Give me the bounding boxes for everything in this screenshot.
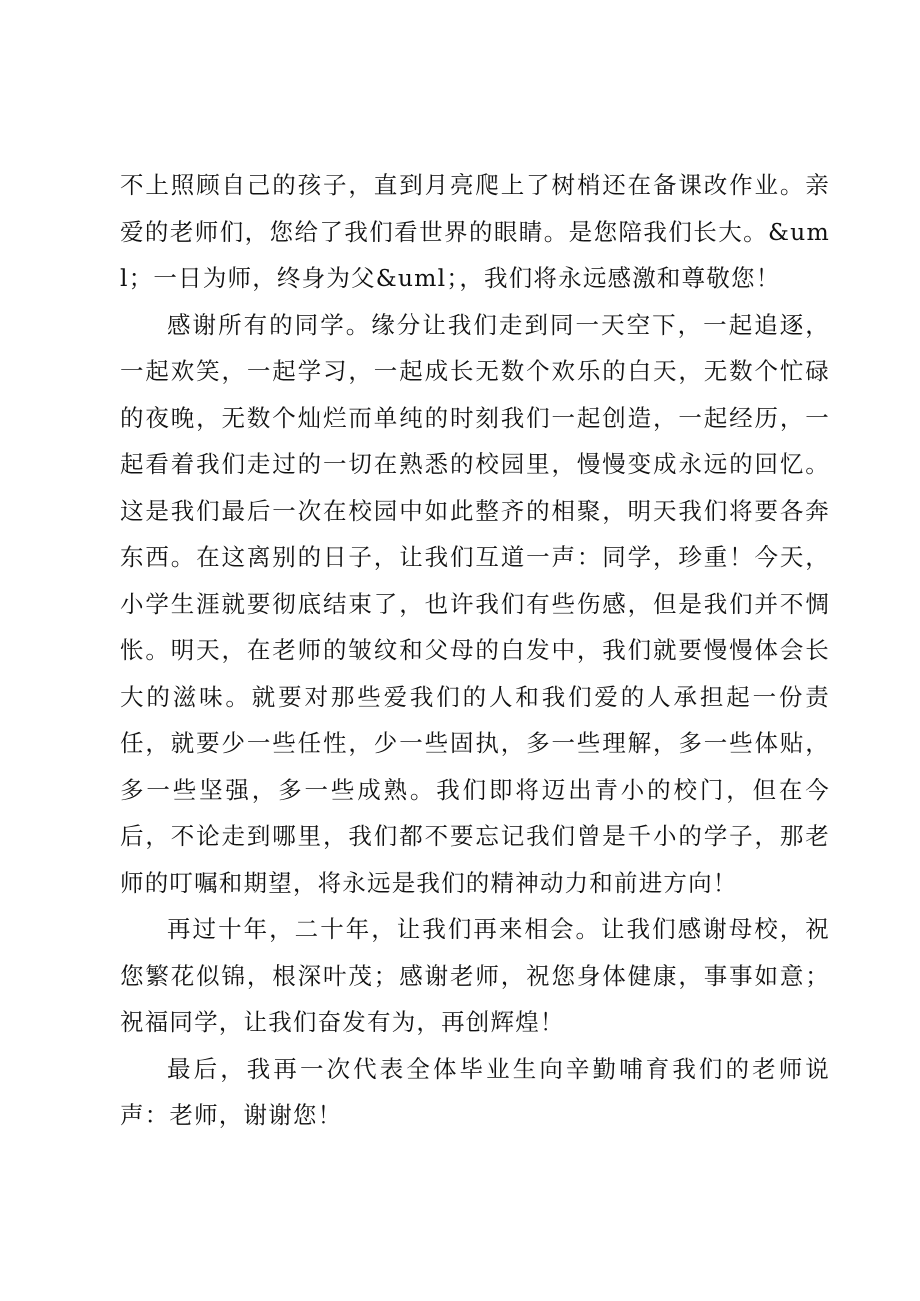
paragraph-continuation: 不上照顾自己的孩子，直到月亮爬上了树梢还在备课改作业。亲爱的老师们，您给了我们看世界的眼睛。是您陪我们长大。&uml；一日为师，终身为父&uml；，我们将永远感激和尊敬您！ (120, 171, 830, 292)
paragraph-classmates: 感谢所有的同学。缘分让我们走到同一天空下，一起追逐，一起欢笑，一起学习，一起成长无数个欢乐的白天，无数个忙碌的夜晚，无数个灿烂而单纯的时刻我们一起创造，一起经历，一起看着我们走过的一切在熟悉的校园里，慢慢变成永远的回忆。这是我们最后一次在校园中如此整齐的相聚，明天我们将要各奔东西。在这离别的日子，让我们互道一声：同学，珍重！今天，小学生涯就要彻底结束了，也许我们有些伤感，但是我们并不惆怅。明天，在老师的皱纹和父母的白发中，我们就要慢慢体会长大的滋味。就要对那些爱我们的人和我们爱的人承担起一份责任，就要少一些任性，少一些固执，多一些理解，多一些体贴，多一些坚强，多一些成熟。我们即将迈出青小的校门，但在今后，不论走到哪里，我们都不要忘记我们曾是千小的学子，那老师的叮嘱和期望，将永远是我们的精神动力和前进方向！ (120, 310, 830, 897)
paragraph-closing: 最后，我再一次代表全体毕业生向辛勤哺育我们的老师说声：老师，谢谢您！ (120, 1054, 830, 1129)
document-body (120, 162, 830, 1139)
paragraph-reunion: 再过十年，二十年，让我们再来相会。让我们感谢母校，祝您繁花似锦，根深叶茂；感谢老师，祝您身体健康，事事如意；祝福同学，让我们奋发有为，再创辉煌！ (120, 915, 830, 1036)
